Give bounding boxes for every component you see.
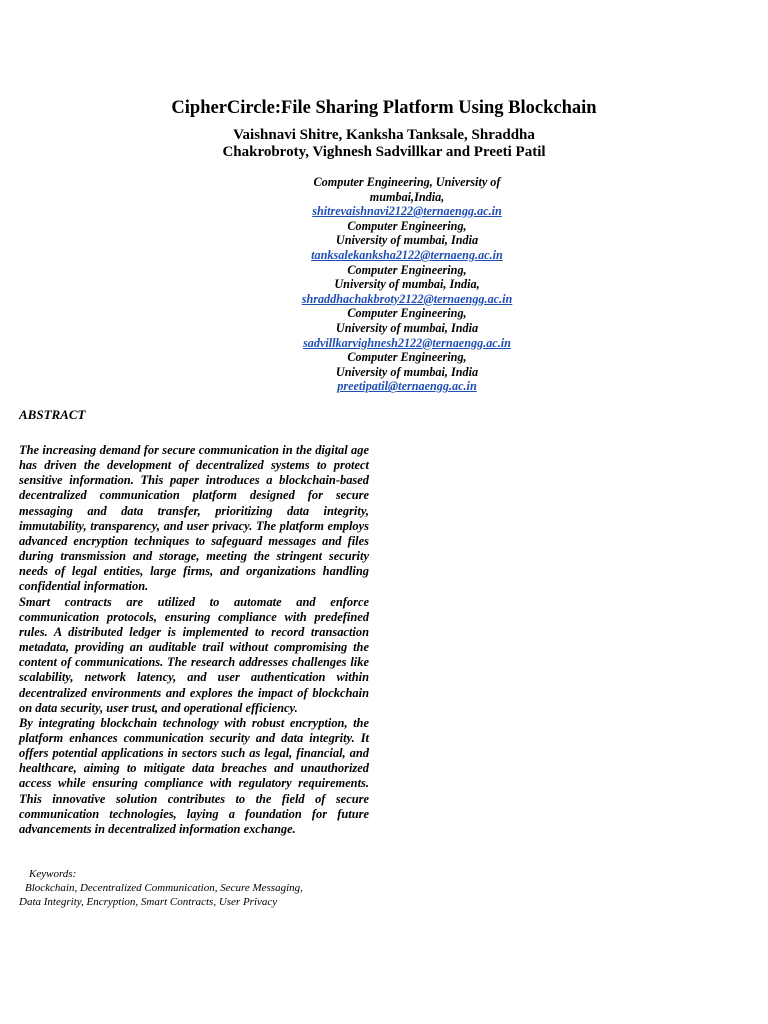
email-link[interactable]: sadvillkarvighnesh2122@ternaengg.ac.in: [303, 335, 511, 350]
affiliation-line: University of mumbai, India,: [334, 277, 480, 292]
abstract-body: [19, 443, 369, 837]
author-line-1: Vaishnavi Shitre, Kanksha Tanksale, Shraddha: [233, 127, 535, 143]
affiliation-line: Computer Engineering, University of: [313, 175, 501, 189]
keywords-list: [19, 881, 349, 909]
keywords-line-2: Data Integrity, Encryption, Smart Contracts, User Privacy: [19, 896, 278, 908]
email-link[interactable]: tanksalekanksha2122@ternaeng.ac.in: [311, 247, 503, 262]
keywords-label: Keywords:: [29, 868, 77, 880]
email-link[interactable]: shitrevaishnavi2122@ternaengg.ac.in: [312, 204, 502, 219]
paper-title: CipherCircle:File Sharing Platform Using Blockchain: [171, 98, 597, 118]
abstract-paragraph: The increasing demand for secure communication in the digital age has driven the development of decentralized systems to protect sensitive information. This paper introduces a blockchain-based decentralized communication platform designed for secure messaging and data transfer, prioritizing data integrity, immutability, transparency, and user privacy. The platform employs advanced encryption techniques to safeguard messages and files during transmission and storage, meeting the stringent security needs of legal entities, large firms, and organizations handling confidential information.: [19, 443, 369, 594]
affiliation-line: Computer Engineering,: [347, 218, 467, 233]
abstract-paragraph: By integrating blockchain technology with robust encryption, the platform enhances communication security and data integrity. It offers potential applications in sectors such as legal, financial, and healthcare, aiming to mitigate data breaches and unauthorized access while ensuring compliance with regulatory requirements. This innovative solution contributes to the field of secure communication technologies, laying a foundation for future advancements in decentralized information exchange.: [19, 715, 369, 836]
author-list: [0, 127, 768, 161]
affiliation-line: Computer Engineering,: [347, 350, 467, 365]
affiliation-line: Computer Engineering,: [347, 306, 467, 321]
abstract-heading: ABSTRACT: [19, 407, 86, 422]
email-link[interactable]: preetipatil@ternaengg.ac.in: [337, 379, 477, 394]
email-link[interactable]: shraddhachakbroty2122@ternaengg.ac.in: [301, 291, 513, 306]
abstract-paragraph: Smart contracts are utilized to automate and enforce communication protocols, ensuring compliance with predefined rules. A distributed ledger is implemented to record transaction metadata, providing an auditable trail without compromising the content of communications. The research addresses challenges like scalability, network latency, and user authentication within decentralized environments and explores the impact of blockchain on data security, user trust, and operational efficiency.: [19, 594, 369, 715]
author-line-2: Chakrobroty, Vighnesh Sadvillkar and Preeti Patil: [222, 144, 546, 160]
affiliation-line: University of mumbai, India: [335, 320, 479, 335]
affiliation-line: University of mumbai, India: [335, 364, 479, 379]
affiliation-block: [244, 175, 570, 394]
affiliation-line: Computer Engineering,: [347, 262, 467, 277]
affiliation-line: mumbai,India,: [369, 189, 445, 204]
keywords-line-1: Blockchain, Decentralized Communication, Secure Messaging,: [25, 882, 303, 894]
affiliation-line: University of mumbai, India: [335, 233, 479, 248]
